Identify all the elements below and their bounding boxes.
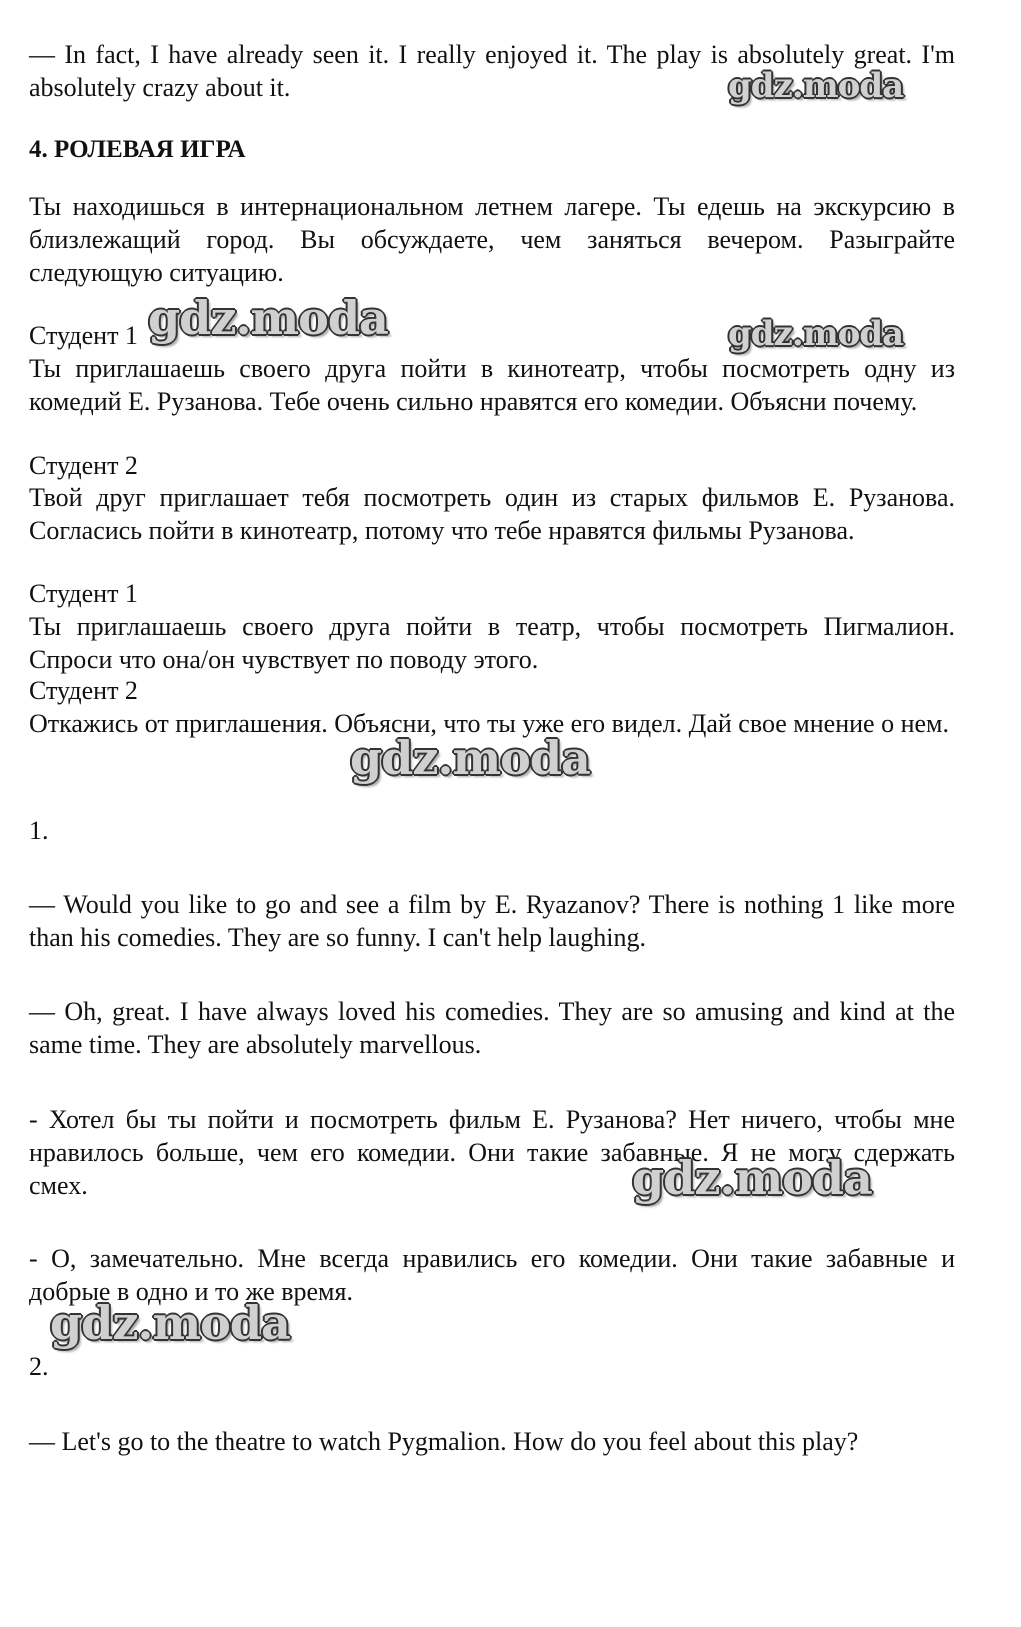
student-task: Твой друг приглашает тебя посмотреть один из старых фильмов Е. Рузанова. Согласись пойти в кинотеатр, потому что тебе нравятся фильмы Рузанова.	[29, 483, 955, 545]
dialogue-line-ru: - Хотел бы ты пойти и посмотреть фильм Е. Рузанова? Нет ничего, чтобы мне нравилось больше, чем его комедии. Они такие забавные. Я не могу сдержать смех.	[29, 1105, 955, 1200]
student-label: Студент 2	[29, 676, 138, 705]
student-label: Студент 2	[29, 451, 138, 480]
watermark-logo: gdz.moda	[350, 731, 590, 785]
section-heading: 4. РОЛЕВАЯ ИГРА	[29, 136, 246, 163]
dialogue-line-intro: — In fact, I have already seen it. I really enjoyed it. The play is absolutely great. I'm absolutely crazy about it.	[29, 40, 955, 102]
dialogue-line-ru: - О, замечательно. Мне всегда нравились его комедии. Они такие забавные и добрые в одно и то же время.	[29, 1244, 955, 1306]
student-task: Ты приглашаешь своего друга пойти в кинотеатр, чтобы посмотреть одну из комедий Е. Рузанова. Тебе очень сильно нравятся его комедии. Объясни почему.	[29, 354, 955, 416]
dialogue-line-en: — Would you like to go and see a film by E. Ryazanov? There is nothing 1 like more than his comedies. They are so funny. I can't help laughing.	[29, 890, 955, 952]
task-description: Ты находишься в интернациональном летнем лагере. Ты едешь на экскурсию в близлежащий город. Вы обсуждаете, чем заняться вечером. Разыграйте следующую ситуацию.	[29, 192, 955, 287]
dialogue-line-en: — Oh, great. I have always loved his comedies. They are so amusing and kind at the same time. They are absolutely marvellous.	[29, 997, 955, 1059]
watermark-logo: gdz.moda	[50, 1296, 290, 1350]
dialogue-line-en: — Let's go to the theatre to watch Pygmalion. How do you feel about this play?	[29, 1427, 859, 1456]
student-task: Ты приглашаешь своего друга пойти в театр, чтобы посмотреть Пигмалион. Спроси что она/он чувствует по поводу этого.	[29, 612, 955, 674]
watermark-logo: gdz.moda	[728, 314, 904, 354]
student-label: Студент 1	[29, 579, 138, 608]
watermark-logo: gdz.moda	[632, 1151, 872, 1205]
student-label: Студент 1	[29, 321, 138, 350]
student-task: Откажись от приглашения. Объясни, что ты уже его видел. Дай свое мнение о нем.	[29, 709, 949, 738]
watermark-logo: gdz.moda	[148, 291, 388, 345]
item-number: 2.	[29, 1352, 49, 1381]
watermark-logo: gdz.moda	[728, 66, 904, 106]
item-number: 1.	[29, 816, 49, 845]
